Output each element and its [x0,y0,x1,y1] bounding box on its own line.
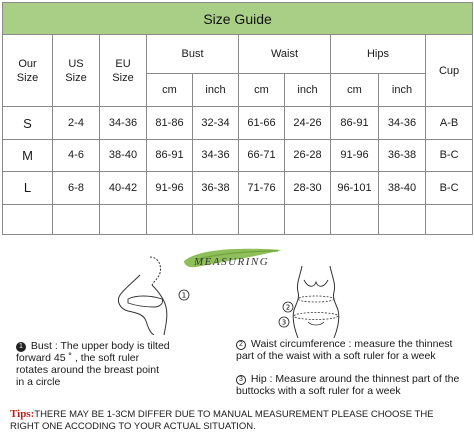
header-eu-size: EU Size [100,35,147,107]
bust-note-line: rotates around the breast point [16,364,160,376]
bust-note-line: Bust : The upper body is tilted [30,340,170,352]
header-waist-inch: inch [285,73,331,106]
cell-bust-inch: 36-38 [193,172,239,204]
cell-waist-inch: 28-30 [285,172,331,204]
cell-waist-cm: 66-71 [239,139,285,171]
cell-bust-cm: 86-91 [147,139,193,171]
header-bust-inch: inch [193,73,239,106]
table-row [3,139,473,171]
cell-waist-inch: 24-26 [285,107,331,139]
cell-eu: 34-36 [100,107,147,139]
figure-number-1: 1 [181,291,187,300]
tips-note [10,408,472,433]
measuring-label: MEASURING [194,256,270,268]
hip-note-line: Hip : Measure around the thinnest part of the [250,373,460,385]
figure-number-2: 2 [285,303,291,312]
waist-note-line: Waist circumference : measure the thinnest [250,338,453,350]
cell-size: S [3,107,53,139]
table-row [3,107,473,139]
table-row [3,172,473,204]
header-hips-inch: inch [379,73,426,106]
header-our-size: Our Size [3,35,53,107]
waist-note [236,338,472,362]
tips-line-2: RIGHT ONE ACCODING TO YOUR ACTUAL SITUATION. [10,421,256,432]
cell-size: L [3,172,53,204]
cell-bust-cm: 81-86 [147,107,193,139]
note-number-1: 1 [16,342,26,352]
cell-waist-cm: 61-66 [239,107,285,139]
cell-hips-cm: 96-101 [331,172,379,204]
cell-hips-inch: 34-36 [379,107,426,139]
header-hips: Hips [331,35,426,73]
cell-waist-cm: 71-76 [239,172,285,204]
bust-note [16,340,226,388]
note-number-2: 2 [236,340,246,350]
cell-bust-cm: 91-96 [147,172,193,204]
bust-note-line: in a circle [16,376,61,388]
cell-cup: B-C [426,139,473,171]
header-waist-cm: cm [239,73,285,106]
note-number-3: 3 [236,375,246,385]
cell-us: 2-4 [53,107,100,139]
header-hips-cm: cm [331,73,379,106]
size-guide-table [2,2,473,235]
cell-cup: B-C [426,172,473,204]
bust-note-line: forward 45 ˚ , the soft ruler [16,352,140,364]
cell-hips-cm: 86-91 [331,107,379,139]
cell-us: 6-8 [53,172,100,204]
cell-size: M [3,139,53,171]
table-title: Size Guide [3,3,473,35]
header-bust-cm: cm [147,73,193,106]
cell-bust-inch: 34-36 [193,139,239,171]
hip-note-line: buttocks with a soft ruler for a week [236,385,401,397]
bust-measurement-figure [110,255,200,335]
header-waist: Waist [239,35,331,73]
table-row-empty [3,204,473,234]
cell-eu: 38-40 [100,139,147,171]
tips-label: Tips: [10,408,35,420]
header-bust: Bust [147,35,239,73]
cell-eu: 40-42 [100,172,147,204]
cell-hips-inch: 38-40 [379,172,426,204]
header-cup: Cup [426,35,473,107]
cell-us: 4-6 [53,139,100,171]
cell-bust-inch: 32-34 [193,107,239,139]
cell-waist-inch: 26-28 [285,139,331,171]
hip-note [236,373,472,397]
header-us-size: US Size [53,35,100,107]
cell-hips-cm: 91-96 [331,139,379,171]
cell-cup: A-B [426,107,473,139]
waist-hip-measurement-figure [272,262,352,338]
cell-hips-inch: 36-38 [379,139,426,171]
tips-line-1: THERE MAY BE 1-3CM DIFFER DUE TO MANUAL MEASUREMENT PLEASE CHOOSE THE [34,409,434,420]
figure-number-3: 3 [281,318,287,327]
waist-note-line: part of the waist with a soft ruler for a week [236,350,436,362]
